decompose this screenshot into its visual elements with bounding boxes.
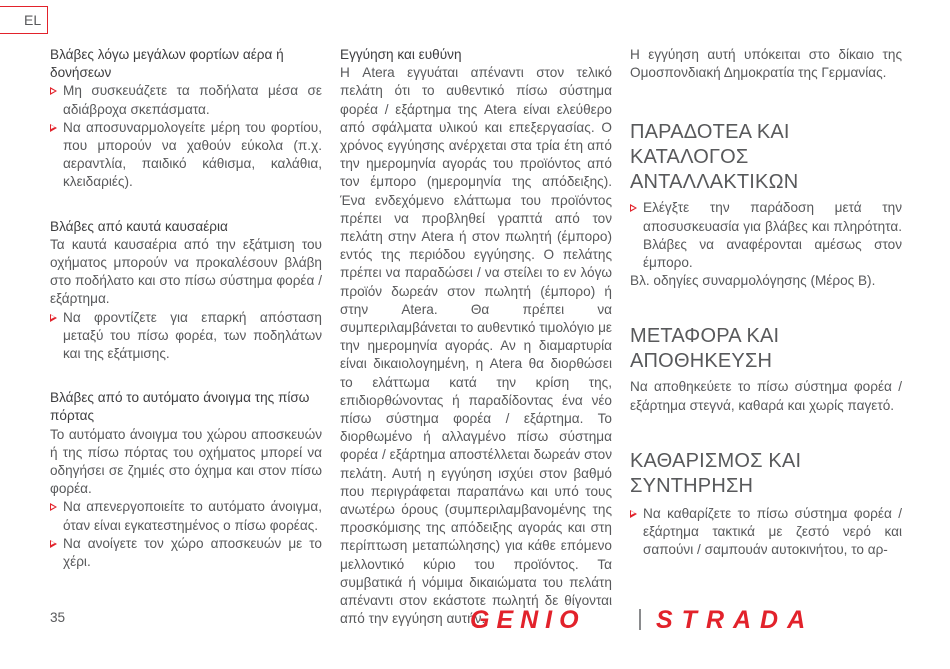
bullet-item: Ελέγξτε την παράδοση μετά την αποσυσκευασία για βλάβες και πληρότητα. Βλάβες να αναφέρονται αμέσως στον έμπορο. [630, 199, 902, 272]
column-3 [630, 46, 902, 559]
paragraph: Να αποθηκεύετε το πίσω σύστημα φορέα / εξάρτημα στεγνά, καθαρά και χωρίς παγετό. [630, 379, 902, 413]
paragraph: Βλ. οδηγίες συναρμολόγησης (Μέρος B). [630, 273, 876, 289]
brand-right: STRADA [656, 606, 815, 634]
paragraph: Το αυτόματο άνοιγμα του χώρου αποσκευών ή της πίσω πόρτας του οχήματος μπορεί να οδηγήσει σε ζημιές στο όχημα και στον πίσω φορέα. [50, 426, 322, 497]
column-1 [50, 46, 322, 571]
language-code: EL [24, 12, 42, 28]
heading-cleaning-maintenance: ΚΑΘΑΡΙΣΜΟΣ ΚΑΙ ΣΥΝΤΗΡΗΣΗ [630, 449, 802, 497]
warranty-continuation: Η εγγύηση αυτή υπόκειται στο δίκαιο της Ομοσπονδιακή Δημοκρατία της Γερμανίας. [630, 47, 902, 81]
triangle-bullet-icon [630, 204, 637, 212]
warranty-paragraph: Η Atera εγγυάται απέναντι στον τελικό πελάτη ότι το αυθεντικό πίσω σύστημα φορέα / εξάρτημα της Atera είναι ελεύθερο από σφάλματα υλικού και επεξεργασίας. Ο χρόνος εγγύησης ανέρχεται στα τρία έτη από την ημερομηνία αγοράς του προϊόντος από τον έμπορο (ημερομηνία της απόδειξης). Ένα ενδεχόμενο ελάττωμα του προϊόντος πρέπει να προβληθεί γραπτά από τον πελάτη στην Atera ή στον πωλητή (έμπορο) εντός της περιόδου εγγύησης. Ο πελάτης πρέπει να παραδώσει / να στείλει το εν λόγω προϊόν δωρεάν στον πωλητή (έμπορο) ή στην Atera. Θα πρέπει να συμπεριλαμβάνεται το αυθεντικό τιμολόγιο με την ημερομηνία αγοράς. Αν η διαμαρτυρία είναι δικαιολογημένη, η Atera θα διορθώσει το ελάττωμα κατά την κρίση της, επιδιορθώνοντας ή παραδίδοντας ένα νέο πίσω σύστημα φορέα / εξάρτημα. Το διορθωμένο ή αλλαγμένο πίσω σύστημα φορέα / εξάρτημα αποστέλλεται δωρεάν στον πελάτη. Αυτή η εγγύηση ισχύει στον βαθμό που περιγράφεται παραπάνω και υπό τους ανωτέρω όρους (συμπεριλαμβανομένης της προσκόμισης της απόδειξης αγοράς και στη περίπτωση μεταπώλησης) για κάθε επόμενο μελλοντικό κύριο του προϊόντος. Τα συμβατικά ή νόμιμα δικαιώματα του πελάτη απέναντι στον εκάστοτε πωλητή δε θίγονται από την εγγύηση αυτήν. [340, 65, 612, 627]
bullet-item: Να αποσυναρμολογείτε μέρη του φορτίου, που μπορούν να χαθούν εύκολα (π.χ. αεραντλία, παιδικό κάθισμα, καλάθια, κλειδαριές). [50, 119, 322, 192]
column-2 [340, 46, 612, 629]
brand-left: GENIO [470, 606, 586, 634]
triangle-bullet-icon [50, 314, 57, 322]
section-title-air-loads: Βλάβες λόγω μεγάλων φορτίων αέρα ή δονήσεων [50, 47, 284, 81]
section-title-exhaust: Βλάβες από καυτά καυσαέρια [50, 218, 228, 234]
triangle-bullet-icon [50, 87, 57, 95]
genio-strada-logo [470, 606, 906, 634]
bullet-item: Να ανοίγετε τον χώρο αποσκευών με το χέρι. [50, 535, 322, 571]
heading-transport-storage: ΜΕΤΑΦΟΡΑ ΚΑΙ ΑΠΟΘΗΚΕΥΣΗ [630, 325, 780, 373]
bullet-list [50, 309, 322, 364]
bullet-item: Να καθαρίζετε το πίσω σύστημα φορέα / εξάρτημα τακτικά με ζεστό νερό και σαπούνι / σαμπουάν αυτοκινήτου, το αρ- [630, 505, 902, 560]
paragraph: Τα καυτά καυσαέρια από την εξάτμιση του οχήματος μπορούν να προκαλέσουν βλάβη στο ποδήλατο και στο πίσω σύστημα φορέα / εξάρτημα. [50, 236, 322, 307]
triangle-bullet-icon [630, 510, 637, 518]
section-title-warranty: Εγγύηση και ευθύνη [340, 47, 462, 62]
bullet-list [630, 505, 902, 560]
bullet-item: Να φροντίζετε για επαρκή απόσταση μεταξύ του πίσω φορέα, των ποδηλάτων και της εξάτμισης. [50, 309, 322, 364]
bullet-item: Να απενεργοποιείτε το αυτόματο άνοιγμα, όταν είναι εγκατεστημένος ο πίσω φορέας. [50, 498, 322, 534]
bullet-list [630, 199, 902, 272]
heading-delivery-parts: ΠΑΡΑΔΟΤΕΑ ΚΑΙ ΚΑΤΑΛΟΓΟΣ ΑΝΤΑΛΛΑΚΤΙΚΩΝ [630, 121, 799, 194]
bullet-item: Μη συσκευάζετε τα ποδήλατα μέσα σε αδιάβροχα σκεπάσματα. [50, 82, 322, 118]
triangle-bullet-icon [50, 503, 57, 511]
triangle-bullet-icon [50, 540, 57, 548]
section-title-tailgate: Βλάβες από το αυτόματο άνοιγμα της πίσω πόρτας [50, 390, 310, 424]
triangle-bullet-icon [50, 124, 57, 132]
bullet-list [50, 498, 322, 571]
bullet-list [50, 82, 322, 191]
page-number: 35 [50, 610, 66, 625]
language-tab [0, 6, 48, 34]
